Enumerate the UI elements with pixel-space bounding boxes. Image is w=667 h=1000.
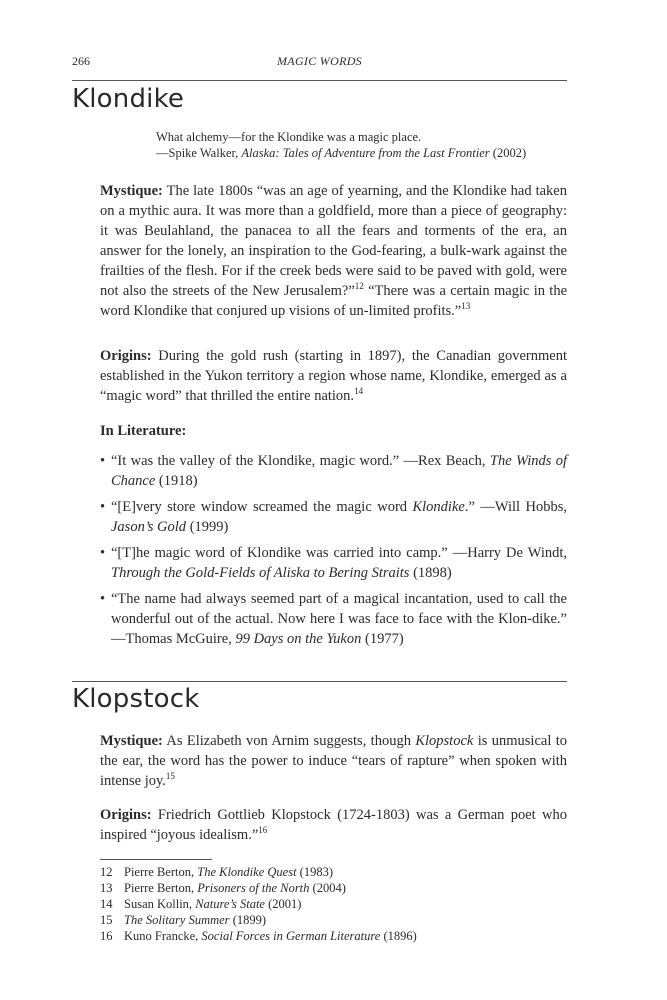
footnote-ref-13: 13: [461, 301, 471, 312]
running-title: MAGIC WORDS: [277, 54, 362, 68]
footnote-ref-12: 12: [354, 281, 364, 292]
epigraph-attribution: —Spike Walker, Alaska: Tales of Adventure from the Last Frontier (2002): [156, 146, 527, 160]
mystique-label: Mystique:: [100, 183, 163, 199]
klondike-origins-paragraph: Origins: During the gold rush (starting in 1897), the Canadian government established in the Yukon territory a region whose name, Klondike, emerged as a “magic word” that thrilled the entire nation.$^{14}$: [100, 348, 567, 404]
bullet-marker: •: [100, 499, 106, 515]
origins-label: Origins:: [100, 807, 152, 823]
literature-item: • “It was the valley of the Klondike, magic word.” —Rex Beach, The Winds of Chance (1918): [100, 453, 567, 489]
bullet-marker: •: [100, 591, 106, 607]
klopstock-mystique-paragraph: Mystique: As Elizabeth von Arnim suggests, though Klopstock is unmusical to the ear, the word has the power to induce “tears of rapture” when spoken with intense joy.$^{15}$: [100, 733, 567, 789]
literature-item: • “[T]he magic word of Klondike was carried into camp.” —Harry De Windt, Through the Gold-Fields of Aliska to Bering Straits (1898): [100, 545, 567, 581]
literature-item: • “[E]very store window screamed the magic word Klondike.” —Will Hobbs, Jason’s Gold (1999): [100, 499, 567, 535]
bullet-marker: •: [100, 453, 106, 469]
entry-separator-rule: [72, 681, 567, 682]
footnote-rule: [100, 859, 212, 860]
entry-title-klopstock: Klopstock: [72, 684, 200, 714]
header-rule: [72, 80, 567, 81]
klopstock-origins-paragraph: Origins: Friedrich Gottlieb Klopstock (1724-1803) was a German poet who inspired “joyous idealism.”$^{16}$: [100, 807, 567, 843]
footnote-ref-14: 14: [354, 386, 364, 397]
epigraph: [156, 129, 556, 161]
footnote: 14 Susan Kollin, Nature’s State (2001): [100, 897, 302, 911]
footnote: 13 Pierre Berton, Prisoners of the North (2004): [100, 881, 346, 895]
footnotes: [100, 864, 567, 944]
bullet-marker: •: [100, 545, 106, 561]
footnote: 16 Kuno Francke, Social Forces in German Literature (1896): [100, 929, 417, 943]
in-literature-heading: In Literature:: [100, 423, 187, 439]
klondike-mystique-paragraph: Mystique: The late 1800s “was an age of yearning, and the Klondike had taken on a mythic aura. It was more than a goldfield, more than a piece of geography: it was Beulahland, the panacea to all the fears and torments of the era, an answer for the lonely, an inspiration to the God-fearing, a bulk-wark against the frailties of the flesh. For if the creek beds were said to be paved with gold, were not also the streets of the New Jerusalem?”$^{12}$ “There was a certain magic in the word Klondike that conjured up visions of un-limited profits.”$^{13}$: [100, 183, 568, 319]
entry-title-klondike: Klondike: [72, 84, 185, 114]
page-number: 266: [72, 54, 90, 68]
footnote-ref-16: 16: [258, 825, 268, 836]
epigraph-quote: What alchemy—for the Klondike was a magic place.: [156, 130, 422, 144]
footnote: 12 Pierre Berton, The Klondike Quest (1983): [100, 865, 333, 879]
mystique-label: Mystique:: [100, 733, 163, 749]
literature-item: • “The name had always seemed part of a magical incantation, used to call the wonderful out of the actual. Now here I was face to face with the Klon-dike.” —Thomas McGuire, 99 Days on the Yukon (1977): [100, 591, 567, 647]
footnote-ref-15: 15: [165, 771, 175, 782]
footnote: 15 The Solitary Summer (1899): [100, 913, 267, 927]
origins-label: Origins:: [100, 348, 152, 364]
